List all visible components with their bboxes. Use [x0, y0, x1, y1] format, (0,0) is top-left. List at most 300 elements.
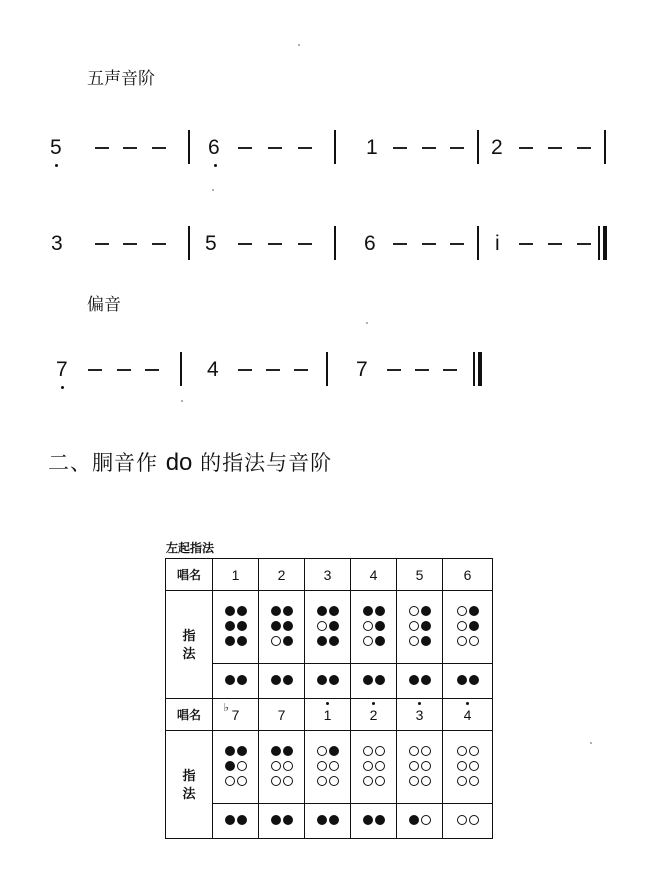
open-hole-icon — [317, 761, 327, 771]
closed-hole-icon — [421, 606, 431, 616]
section-heading-suffix: 的指法与音阶 — [192, 451, 333, 475]
closed-hole-icon — [329, 815, 339, 825]
open-hole-icon — [225, 776, 235, 786]
closed-hole-icon — [283, 746, 293, 756]
closed-hole-icon — [237, 675, 247, 685]
open-hole-icon — [409, 606, 419, 616]
closed-hole-icon — [457, 675, 467, 685]
lower-name-row — [166, 699, 493, 731]
solfege-high — [416, 707, 424, 723]
solfege-cell — [213, 559, 259, 591]
lower-fingering-row — [166, 731, 493, 804]
dash — [268, 147, 282, 149]
open-hole-icon — [469, 776, 479, 786]
fingering-cell — [213, 591, 259, 664]
closed-hole-icon — [237, 621, 247, 631]
solfege-cell — [305, 559, 351, 591]
scan-speck — [212, 189, 214, 191]
open-hole-icon — [283, 776, 293, 786]
hole-row — [456, 815, 480, 828]
hole-row — [224, 815, 248, 828]
solfege-cell — [305, 699, 351, 731]
fingering-bottom-cell — [397, 664, 443, 699]
closed-hole-icon — [375, 606, 385, 616]
dash — [145, 369, 159, 371]
open-hole-icon — [271, 761, 281, 771]
hole-diagram — [408, 813, 432, 830]
hole-row — [408, 746, 432, 759]
closed-hole-icon — [237, 606, 247, 616]
fingering-cell — [443, 731, 493, 804]
open-hole-icon — [409, 621, 419, 631]
open-hole-icon — [421, 815, 431, 825]
open-hole-icon — [457, 746, 467, 756]
hole-row — [270, 761, 294, 774]
closed-hole-icon — [363, 606, 373, 616]
hole-diagram — [316, 744, 340, 791]
upper-fingering-row — [166, 591, 493, 664]
hole-diagram — [270, 604, 294, 651]
solfege-cell — [259, 559, 305, 591]
hole-diagram — [456, 673, 480, 690]
hole-row — [408, 606, 432, 619]
dash — [577, 243, 591, 245]
hole-diagram — [224, 673, 248, 690]
open-hole-icon — [421, 761, 431, 771]
note: 1 — [366, 136, 378, 159]
hole-diagram — [362, 813, 386, 830]
solfege-name: 3 — [415, 706, 424, 723]
dash — [298, 243, 312, 245]
dash — [268, 243, 282, 245]
dash — [238, 243, 252, 245]
dash — [294, 369, 308, 371]
hole-row — [456, 606, 480, 619]
closed-hole-icon — [329, 606, 339, 616]
open-hole-icon — [237, 776, 247, 786]
barline — [180, 352, 182, 386]
scan-speck — [590, 742, 592, 744]
fingering-bottom-cell — [213, 664, 259, 699]
closed-hole-icon — [271, 621, 281, 631]
closed-hole-icon — [409, 815, 419, 825]
hole-row — [408, 761, 432, 774]
final-barline-thin — [598, 226, 600, 260]
dash — [422, 243, 436, 245]
scan-speck — [366, 322, 368, 324]
note: 4 — [207, 358, 219, 381]
section-heading — [48, 447, 332, 477]
pentatonic-staff-row-2 — [0, 224, 659, 264]
hole-diagram — [224, 744, 248, 791]
hole-row — [456, 621, 480, 634]
closed-hole-icon — [237, 815, 247, 825]
dash — [152, 243, 166, 245]
solfege-name: 4 — [463, 706, 472, 723]
open-hole-icon — [363, 621, 373, 631]
closed-hole-icon — [317, 606, 327, 616]
open-hole-icon — [317, 746, 327, 756]
closed-hole-icon — [271, 675, 281, 685]
fingering-bottom-cell — [259, 664, 305, 699]
closed-hole-icon — [283, 675, 293, 685]
hole-row — [408, 675, 432, 688]
solfege-name: 1 — [323, 706, 332, 723]
hole-diagram — [408, 604, 432, 651]
hole-row — [456, 776, 480, 789]
row-header-cell — [166, 559, 213, 591]
hole-diagram — [270, 744, 294, 791]
note: 7 — [56, 358, 68, 381]
partials-title: 偏音 — [87, 295, 121, 315]
table-title: 左起指法 — [166, 541, 215, 555]
fingering-bottom-cell — [305, 664, 351, 699]
dash — [450, 147, 464, 149]
hole-row — [456, 746, 480, 759]
fingering-bottom-cell — [351, 804, 397, 839]
hole-row — [408, 636, 432, 649]
hole-row — [316, 606, 340, 619]
closed-hole-icon — [375, 815, 385, 825]
closed-hole-icon — [409, 675, 419, 685]
pentatonic-staff-row-1 — [0, 128, 659, 168]
high-octave-dot — [326, 702, 329, 705]
barline — [334, 130, 336, 164]
hole-diagram — [456, 604, 480, 651]
high-octave-dot — [372, 702, 375, 705]
open-hole-icon — [317, 621, 327, 631]
hole-row — [362, 636, 386, 649]
scan-speck — [181, 400, 183, 402]
open-hole-icon — [363, 776, 373, 786]
solfege-cell — [351, 559, 397, 591]
hole-row — [270, 776, 294, 789]
open-hole-icon — [329, 761, 339, 771]
dash — [443, 369, 457, 371]
open-hole-icon — [457, 776, 467, 786]
solfege-cell — [443, 559, 493, 591]
note: 5 — [205, 232, 217, 255]
dash — [415, 369, 429, 371]
open-hole-icon — [409, 776, 419, 786]
open-hole-icon — [457, 815, 467, 825]
solfege-cell — [397, 559, 443, 591]
fingering-bottom-cell — [443, 804, 493, 839]
closed-hole-icon — [363, 675, 373, 685]
open-hole-icon — [457, 621, 467, 631]
closed-hole-icon — [225, 636, 235, 646]
partials-staff — [0, 350, 659, 390]
fingering-cell — [397, 591, 443, 664]
dash — [393, 147, 407, 149]
closed-hole-icon — [225, 815, 235, 825]
hole-diagram — [362, 604, 386, 651]
note: 6 — [208, 136, 220, 159]
fingering-bottom-cell — [443, 664, 493, 699]
note: i — [495, 232, 500, 255]
hole-row — [362, 776, 386, 789]
section-heading-prefix: 二、胴音作 — [48, 451, 166, 475]
open-hole-icon — [271, 776, 281, 786]
open-hole-icon — [409, 761, 419, 771]
open-hole-icon — [409, 636, 419, 646]
hole-diagram — [456, 813, 480, 830]
solfege-name: 6 — [463, 566, 472, 583]
solfege-name: 2 — [277, 566, 286, 583]
hole-row — [362, 746, 386, 759]
dash — [123, 243, 137, 245]
hole-diagram — [316, 673, 340, 690]
open-hole-icon — [237, 761, 247, 771]
closed-hole-icon — [317, 675, 327, 685]
note: 5 — [50, 136, 62, 159]
solfege-cell — [259, 699, 305, 731]
hole-row — [224, 746, 248, 759]
dash — [450, 243, 464, 245]
open-hole-icon — [375, 776, 385, 786]
hole-row — [408, 776, 432, 789]
hole-diagram — [316, 604, 340, 651]
hole-row — [316, 815, 340, 828]
dash — [152, 147, 166, 149]
solfege-name: 7 — [277, 706, 286, 723]
high-octave-dot — [418, 702, 421, 705]
solfege-high — [464, 707, 472, 723]
low-octave-dot — [61, 386, 64, 389]
barline — [188, 130, 190, 164]
fingering-label-cell — [166, 591, 213, 699]
fingering-table — [165, 558, 493, 839]
hole-diagram — [408, 744, 432, 791]
open-hole-icon — [421, 746, 431, 756]
solfege-cell — [443, 699, 493, 731]
hole-row — [316, 746, 340, 759]
fingering-cell — [305, 591, 351, 664]
open-hole-icon — [317, 776, 327, 786]
barline — [477, 130, 479, 164]
row-header-cell — [166, 699, 213, 731]
closed-hole-icon — [283, 636, 293, 646]
hole-row — [224, 621, 248, 634]
dash — [577, 147, 591, 149]
scan-speck — [298, 44, 300, 46]
open-hole-icon — [363, 746, 373, 756]
solfege-high — [324, 707, 332, 723]
hole-row — [224, 776, 248, 789]
closed-hole-icon — [225, 621, 235, 631]
solfege-high — [370, 707, 378, 723]
fingering-cell — [443, 591, 493, 664]
hole-diagram — [270, 673, 294, 690]
open-hole-icon — [469, 815, 479, 825]
row-header: 唱名 — [176, 568, 201, 582]
fingering-cell — [351, 731, 397, 804]
fingering-bottom-cell — [351, 664, 397, 699]
closed-hole-icon — [375, 636, 385, 646]
solfege-flat-seven — [223, 701, 240, 723]
hole-diagram — [362, 673, 386, 690]
solfege-name: 4 — [369, 566, 378, 583]
closed-hole-icon — [317, 815, 327, 825]
barline — [326, 352, 328, 386]
hole-diagram — [316, 813, 340, 830]
hole-row — [316, 675, 340, 688]
dash — [548, 147, 562, 149]
section-heading-do: do — [165, 449, 193, 476]
solfege-name: 1 — [231, 566, 240, 583]
hole-row — [362, 606, 386, 619]
fingering-cell — [397, 731, 443, 804]
closed-hole-icon — [271, 815, 281, 825]
closed-hole-icon — [375, 621, 385, 631]
dash — [88, 369, 102, 371]
hole-row — [456, 636, 480, 649]
fingering-cell — [305, 731, 351, 804]
open-hole-icon — [363, 761, 373, 771]
open-hole-icon — [271, 636, 281, 646]
fingering-bottom-cell — [213, 804, 259, 839]
fingering-cell — [351, 591, 397, 664]
barline — [188, 226, 190, 260]
dash — [238, 369, 252, 371]
hole-row — [456, 761, 480, 774]
closed-hole-icon — [225, 761, 235, 771]
hole-diagram — [362, 744, 386, 791]
fingering-label: 指法 — [182, 767, 196, 801]
open-hole-icon — [457, 636, 467, 646]
hole-row — [408, 815, 432, 828]
open-hole-icon — [457, 761, 467, 771]
hole-row — [316, 761, 340, 774]
upper-bottom-row — [166, 664, 493, 699]
note: 2 — [491, 136, 503, 159]
closed-hole-icon — [237, 746, 247, 756]
fingering-cell — [259, 591, 305, 664]
dash — [117, 369, 131, 371]
closed-hole-icon — [329, 675, 339, 685]
hole-row — [362, 761, 386, 774]
open-hole-icon — [283, 761, 293, 771]
solfege-name: 2 — [369, 706, 378, 723]
dash — [123, 147, 137, 149]
hole-row — [316, 621, 340, 634]
barline — [604, 130, 606, 164]
hole-row — [362, 675, 386, 688]
hole-row — [270, 636, 294, 649]
barline — [477, 226, 479, 260]
fingering-bottom-cell — [305, 804, 351, 839]
note: 7 — [356, 358, 368, 381]
hole-diagram — [270, 813, 294, 830]
high-octave-dot — [466, 702, 469, 705]
open-hole-icon — [375, 746, 385, 756]
hole-diagram — [456, 744, 480, 791]
open-hole-icon — [375, 761, 385, 771]
open-hole-icon — [329, 776, 339, 786]
dash — [519, 147, 533, 149]
solfege-name: 3 — [323, 566, 332, 583]
upper-name-row — [166, 559, 493, 591]
fingering-label-cell — [166, 731, 213, 839]
dash — [298, 147, 312, 149]
closed-hole-icon — [283, 606, 293, 616]
fingering-bottom-cell — [259, 804, 305, 839]
dash — [95, 147, 109, 149]
dash — [393, 243, 407, 245]
solfege-name: 7 — [231, 706, 240, 723]
hole-row — [270, 746, 294, 759]
lower-bottom-row — [166, 804, 493, 839]
closed-hole-icon — [363, 815, 373, 825]
hole-row — [408, 621, 432, 634]
final-barline-thick — [478, 352, 482, 386]
closed-hole-icon — [225, 746, 235, 756]
closed-hole-icon — [469, 606, 479, 616]
hole-row — [270, 815, 294, 828]
closed-hole-icon — [283, 815, 293, 825]
hole-diagram — [224, 813, 248, 830]
open-hole-icon — [469, 761, 479, 771]
hole-row — [270, 606, 294, 619]
closed-hole-icon — [469, 621, 479, 631]
hole-row — [224, 606, 248, 619]
low-octave-dot — [55, 164, 58, 167]
closed-hole-icon — [237, 636, 247, 646]
hole-row — [270, 621, 294, 634]
closed-hole-icon — [225, 606, 235, 616]
hole-row — [224, 675, 248, 688]
closed-hole-icon — [421, 621, 431, 631]
dash — [422, 147, 436, 149]
closed-hole-icon — [469, 675, 479, 685]
open-hole-icon — [457, 606, 467, 616]
solfege-cell — [351, 699, 397, 731]
open-hole-icon — [409, 746, 419, 756]
hole-row — [316, 636, 340, 649]
hole-row — [224, 636, 248, 649]
hole-row — [316, 776, 340, 789]
solfege-cell — [213, 699, 259, 731]
dash — [548, 243, 562, 245]
open-hole-icon — [469, 746, 479, 756]
hole-row — [362, 815, 386, 828]
solfege-name: 5 — [415, 566, 424, 583]
open-hole-icon — [421, 776, 431, 786]
dash — [266, 369, 280, 371]
open-hole-icon — [363, 636, 373, 646]
closed-hole-icon — [421, 675, 431, 685]
final-barline-thin — [473, 352, 475, 386]
low-octave-dot — [214, 164, 217, 167]
closed-hole-icon — [375, 675, 385, 685]
fingering-cell — [213, 731, 259, 804]
fingering-cell — [259, 731, 305, 804]
closed-hole-icon — [271, 746, 281, 756]
hole-row — [456, 675, 480, 688]
closed-hole-icon — [225, 675, 235, 685]
pentatonic-title: 五声音阶 — [87, 69, 155, 89]
dash — [519, 243, 533, 245]
fingering-label: 指法 — [182, 627, 196, 661]
dash — [95, 243, 109, 245]
closed-hole-icon — [283, 621, 293, 631]
note: 3 — [51, 232, 63, 255]
row-header: 唱名 — [176, 708, 201, 722]
barline — [334, 226, 336, 260]
closed-hole-icon — [421, 636, 431, 646]
closed-hole-icon — [329, 621, 339, 631]
dash — [238, 147, 252, 149]
